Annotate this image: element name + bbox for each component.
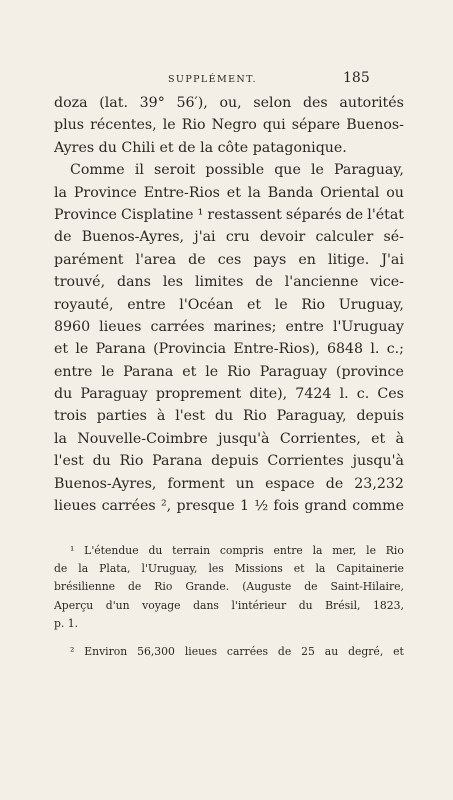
text-line: doza (lat. 39° 56′), ou, selon des autorités (54, 95, 404, 111)
footnote-1 (54, 542, 404, 633)
text-line: plus récentes, le Rio Negro qui sépare Buenos- (54, 117, 404, 134)
footnote-line: ² Environ 56,300 lieues carrées de 25 au degré, et (70, 644, 404, 658)
text-line: lieues carrées ², presque 1 ½ fois grand comme (54, 498, 404, 515)
text-line: du Paraguay proprement dite), 7424 l. c. Ces (54, 386, 404, 403)
footnote-line: ¹ L'étendue du terrain compris entre la mer, le Rio (70, 544, 404, 557)
page-header (0, 70, 453, 90)
footnote-line: p. 1. (54, 616, 79, 630)
text-line: royauté, entre l'Océan et le Rio Uruguay, (54, 296, 404, 313)
text-line: Comme il seroit possible que le Paraguay, (70, 162, 404, 179)
footnote-2 (54, 643, 404, 661)
footnote-line: de la Plata, l'Uruguay, les Missions et la Capitainerie (54, 562, 404, 576)
footnote-line: Aperçu d'un voyage dans l'intérieur du Brésil, 1823, (54, 598, 404, 612)
body-text (54, 92, 404, 517)
text-line: de Buenos-Ayres, j'ai cru devoir calculer sé- (54, 229, 404, 246)
text-line: et le Parana (Provincia Entre-Rios), 6848 l. c.; (54, 341, 404, 358)
text-line: parément l'area de ces pays en litige. J'ai (54, 251, 404, 268)
footnote-spacer (54, 633, 404, 643)
text-line: Province Cisplatine ¹ restassent séparés de l'état (54, 206, 404, 223)
text-line: trouvé, dans les limites de l'ancienne vice- (54, 274, 404, 291)
running-title: SUPPLÉMENT. (168, 74, 257, 85)
page-number: 185 (343, 70, 370, 86)
text-line: entre le Parana et le Rio Paraguay (province (54, 363, 404, 380)
text-line: Buenos-Ayres, forment un espace de 23,232 (54, 475, 404, 492)
text-line: trois parties à l'est du Rio Paraguay, depuis (54, 408, 404, 425)
footnote-line: brésilienne de Rio Grande. (Auguste de Saint-Hilaire, (54, 580, 404, 594)
text-line: l'est du Rio Parana depuis Corrientes jusqu'à (54, 453, 404, 470)
text-line: Ayres du Chili et de la côte patagonique. (54, 139, 347, 156)
footnotes (54, 542, 404, 661)
text-line: la Nouvelle-Coimbre jusqu'à Corrientes, et à (54, 430, 404, 447)
text-line: 8960 lieues carrées marines; entre l'Uruguay (54, 318, 404, 335)
text-line: la Province Entre-Rios et la Banda Oriental ou (54, 184, 404, 201)
